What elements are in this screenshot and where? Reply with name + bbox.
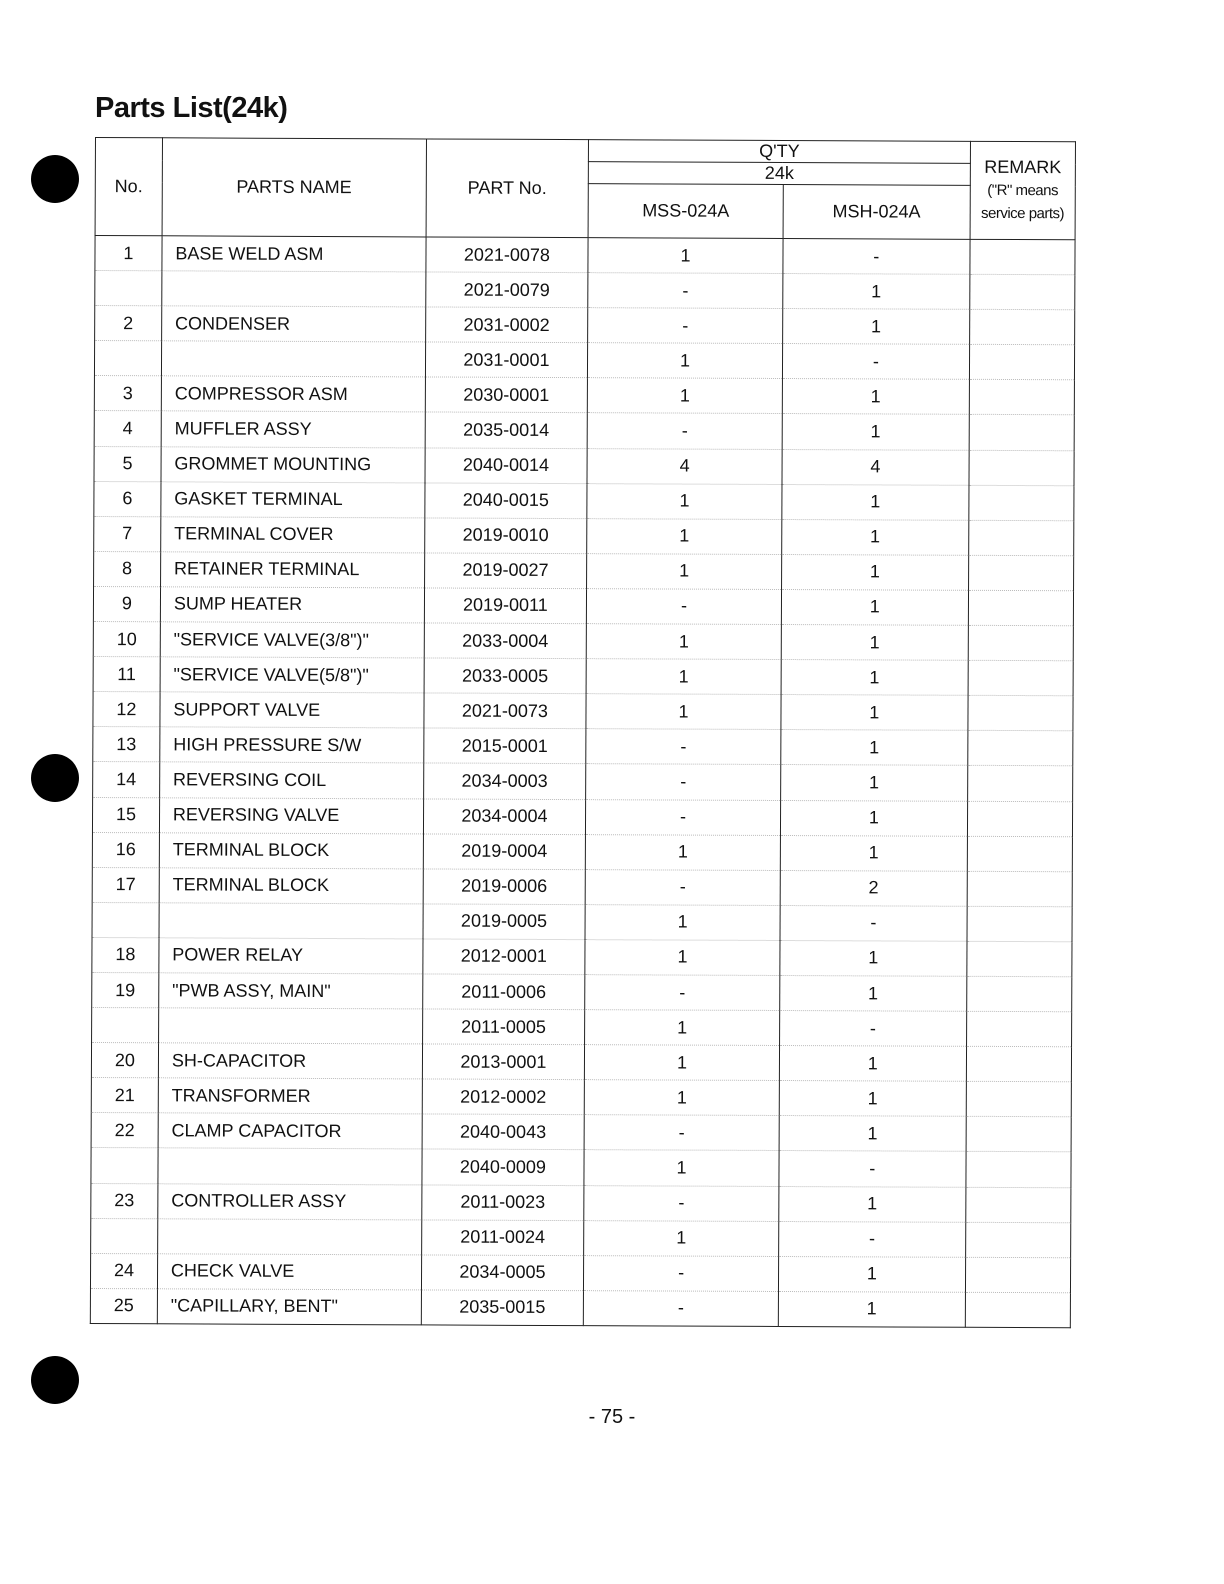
part-number: 2035-0015 [421,1290,584,1326]
qty-msh: - [778,1221,965,1257]
part-name [162,271,426,307]
table-row [94,446,1074,485]
table-row [90,1288,1070,1327]
part-number: 2034-0004 [423,798,586,834]
table-row [91,1148,1071,1187]
qty-mss: - [584,1290,779,1326]
row-number: 18 [92,937,159,972]
qty-mss: 1 [585,1010,780,1046]
table-row [92,867,1072,906]
remark-cell [970,274,1075,310]
qty-msh: 4 [782,449,969,485]
qty-mss: 1 [584,1220,779,1256]
qty-mss: - [588,273,783,309]
remark-cell [969,450,1074,486]
remark-cell [965,1292,1070,1328]
qty-mss: 1 [588,343,783,379]
table-row [93,657,1073,696]
qty-msh: 1 [780,800,967,836]
part-number: 2021-0073 [424,693,587,729]
remark-cell [969,310,1074,346]
qty-mss: 1 [584,1080,779,1116]
table-row [92,797,1072,836]
qty-msh: - [779,1011,966,1047]
part-name: COMPRESSOR ASM [161,376,425,412]
header-model-msh: MSH-024A [783,185,970,240]
qty-mss: 1 [586,694,781,730]
remark-label: REMARK [984,156,1062,178]
part-name: "CAPILLARY, BENT" [157,1289,421,1325]
qty-msh: 1 [781,589,968,625]
row-number: 12 [93,692,160,727]
qty-msh: 1 [782,484,969,520]
part-number: 2019-0010 [424,518,587,554]
part-name [158,1148,422,1184]
part-name: TERMINAL COVER [161,517,425,553]
row-number: 8 [94,551,161,586]
table-row [95,271,1075,310]
part-number: 2019-0006 [423,869,586,905]
table-row [90,1253,1070,1292]
qty-msh: 1 [782,379,969,415]
table-row [94,551,1074,590]
remark-cell [967,941,1072,977]
row-number [94,341,161,376]
part-number: 2019-0005 [423,904,586,940]
row-number: 15 [92,797,159,832]
qty-msh: 1 [780,975,967,1011]
part-number: 2040-0015 [424,483,587,519]
table-row [93,692,1073,731]
remark-cell [968,555,1073,591]
qty-mss: - [587,589,782,625]
remark-cell [966,976,1071,1012]
row-number: 5 [94,446,161,481]
parts-table [90,137,1076,1328]
qty-msh: 2 [780,870,967,906]
qty-msh: 1 [779,1116,966,1152]
qty-mss: 4 [587,448,782,484]
qty-msh: 1 [780,765,967,801]
table-row [94,411,1074,450]
qty-msh: - [779,1151,966,1187]
qty-msh: 1 [779,1186,966,1222]
part-number: 2035-0014 [425,412,588,448]
row-number [92,902,159,937]
remark-cell [968,660,1073,696]
qty-msh: - [783,239,970,275]
row-number [91,1148,158,1183]
part-name [158,1008,422,1044]
remark-cell [967,871,1072,907]
remark-cell [966,1011,1071,1047]
header-capacity: 24k [589,162,971,186]
table-row [94,341,1074,380]
qty-msh: 1 [782,309,969,345]
row-number: 7 [94,516,161,551]
part-name: RETAINER TERMINAL [160,552,424,588]
qty-mss: - [588,308,783,344]
part-number: 2011-0023 [421,1184,584,1220]
part-number: 2019-0004 [423,834,586,870]
part-number: 2030-0001 [425,377,588,413]
qty-mss: 1 [584,1150,779,1186]
part-number: 2015-0001 [423,728,586,764]
qty-mss: - [584,1115,779,1151]
part-number: 2034-0003 [423,763,586,799]
table-row [95,236,1075,275]
row-number: 17 [92,867,159,902]
remark-cell [966,1117,1071,1153]
part-name: CLAMP CAPACITOR [158,1113,422,1149]
row-number: 1 [95,236,162,271]
remark-cell [966,1152,1071,1188]
table-row [93,586,1073,625]
qty-msh: 1 [781,730,968,766]
part-name [158,1218,422,1254]
part-name [161,341,425,377]
part-number: 2040-0014 [425,448,588,484]
remark-cell [969,345,1074,381]
qty-msh: 1 [778,1256,965,1292]
qty-mss: 1 [586,659,781,695]
table-row [92,832,1072,871]
part-name: "PWB ASSY, MAIN" [159,973,423,1009]
part-name: "SERVICE VALVE(3/8")" [160,622,424,658]
row-number: 9 [93,586,160,621]
part-number: 2031-0001 [425,342,588,378]
table-row [94,376,1074,415]
row-number: 22 [91,1113,158,1148]
qty-mss: - [586,764,781,800]
remark-cell [966,1082,1071,1118]
part-name: SUPPORT VALVE [160,692,424,728]
part-name: GASKET TERMINAL [161,481,425,517]
qty-mss: - [584,1255,779,1291]
part-number: 2040-0043 [422,1114,585,1150]
row-number: 13 [93,727,160,762]
remark-note: ("R" means [987,181,1059,200]
part-number: 2021-0079 [425,272,588,308]
part-name: POWER RELAY [159,938,423,974]
qty-msh: 1 [781,554,968,590]
part-name: HIGH PRESSURE S/W [160,727,424,763]
table-row [92,937,1072,976]
row-number: 20 [91,1043,158,1078]
table-row [93,727,1073,766]
part-name: TERMINAL BLOCK [159,867,423,903]
remark-cell [968,625,1073,661]
row-number [92,1008,159,1043]
row-number: 2 [95,306,162,341]
part-number: 2034-0005 [421,1255,584,1291]
table-row [94,516,1074,555]
table-row [94,481,1074,520]
qty-msh: - [782,344,969,380]
part-name: REVERSING COIL [159,762,423,798]
part-name: TRANSFORMER [158,1078,422,1114]
qty-mss: - [584,1185,779,1221]
qty-mss: 1 [585,940,780,976]
remark-cell [968,520,1073,556]
part-number: 2040-0009 [422,1149,585,1185]
qty-mss: - [587,413,782,449]
qty-msh: 1 [779,1046,966,1082]
part-number: 2012-0002 [422,1079,585,1115]
qty-msh: 1 [781,660,968,696]
qty-mss: - [586,799,781,835]
table-row [91,1078,1071,1117]
table-row [93,762,1073,801]
part-name: TERMINAL BLOCK [159,832,423,868]
remark-cell [967,836,1072,872]
part-name: CHECK VALVE [157,1254,421,1290]
qty-mss: 1 [588,238,783,274]
header-part-no: PART No. [426,139,589,238]
row-number [91,1218,158,1253]
table-row [91,1043,1071,1082]
table-row [91,1113,1071,1152]
part-name: BASE WELD ASM [162,236,426,272]
part-number: 2033-0005 [424,658,587,694]
header-parts-name: PARTS NAME [162,138,426,237]
part-name: SUMP HEATER [160,587,424,623]
remark-cell [969,380,1074,416]
punch-hole [31,754,79,802]
part-number: 2021-0078 [426,237,589,273]
table-row [92,902,1072,941]
header-qty: Q'TY [589,140,971,164]
row-number [95,271,162,306]
part-name: SH-CAPACITOR [158,1043,422,1079]
row-number: 21 [91,1078,158,1113]
table-row [91,1183,1071,1222]
qty-msh: 1 [783,274,970,310]
row-number: 19 [92,972,159,1007]
part-name: CONDENSER [161,306,425,342]
header-model-mss: MSS-024A [588,184,783,239]
remark-cell [966,1046,1071,1082]
remark-cell [968,696,1073,732]
remark-cell [969,415,1074,451]
part-number: 2031-0002 [425,307,588,343]
row-number: 24 [90,1253,157,1288]
header-no: No. [95,138,162,236]
qty-msh: 1 [782,414,969,450]
row-number: 3 [94,376,161,411]
part-name: GROMMET MOUNTING [161,446,425,482]
part-number: 2019-0011 [424,588,587,624]
remark-cell [966,1187,1071,1223]
qty-msh: 1 [780,940,967,976]
qty-msh: 1 [782,519,969,555]
qty-msh: - [780,905,967,941]
qty-msh: 1 [781,625,968,661]
punch-hole [31,155,79,203]
row-number: 14 [93,762,160,797]
qty-mss: - [586,729,781,765]
qty-mss: 1 [588,378,783,414]
part-number: 2011-0006 [422,974,585,1010]
part-name: REVERSING VALVE [159,797,423,833]
qty-mss: - [585,869,780,905]
row-number: 6 [94,481,161,516]
row-number: 11 [93,657,160,692]
remark-note: service parts) [980,204,1065,223]
qty-msh: 1 [779,1081,966,1117]
qty-mss: 1 [587,518,782,554]
part-number: 2033-0004 [424,623,587,659]
remark-cell [968,590,1073,626]
remark-cell [967,906,1072,942]
table-row [95,306,1075,345]
part-name: "SERVICE VALVE(5/8")" [160,657,424,693]
qty-mss: 1 [585,1045,780,1081]
row-number: 4 [94,411,161,446]
page-number: - 75 - [588,1406,636,1428]
part-number: 2011-0005 [422,1009,585,1045]
qty-mss: 1 [585,904,780,940]
part-number: 2011-0024 [421,1220,584,1256]
remark-cell [967,801,1072,837]
remark-cell [967,766,1072,802]
qty-mss: 1 [586,834,781,870]
row-number: 25 [90,1288,157,1323]
page-title: Parts List(24k) [95,92,288,124]
header-remark [970,141,1076,239]
qty-mss: 1 [587,553,782,589]
part-number: 2019-0027 [424,553,587,589]
qty-msh: 1 [778,1291,965,1327]
part-name: CONTROLLER ASSY [158,1183,422,1219]
table-row [93,622,1073,661]
table-row [91,1218,1071,1257]
qty-mss: - [585,975,780,1011]
remark-cell [969,485,1074,521]
table-row [92,972,1072,1011]
remark-cell [968,731,1073,767]
part-number: 2013-0001 [422,1044,585,1080]
qty-msh: 1 [780,835,967,871]
qty-mss: 1 [587,483,782,519]
qty-msh: 1 [781,695,968,731]
row-number: 23 [91,1183,158,1218]
row-number: 16 [92,832,159,867]
part-name [159,903,423,939]
qty-mss: 1 [586,624,781,660]
remark-cell [970,239,1075,275]
part-name: MUFFLER ASSY [161,411,425,447]
table-row [92,1008,1072,1047]
remark-cell [965,1222,1070,1258]
row-number: 10 [93,622,160,657]
punch-hole [31,1356,79,1404]
remark-cell [965,1257,1070,1293]
part-number: 2012-0001 [422,939,585,975]
